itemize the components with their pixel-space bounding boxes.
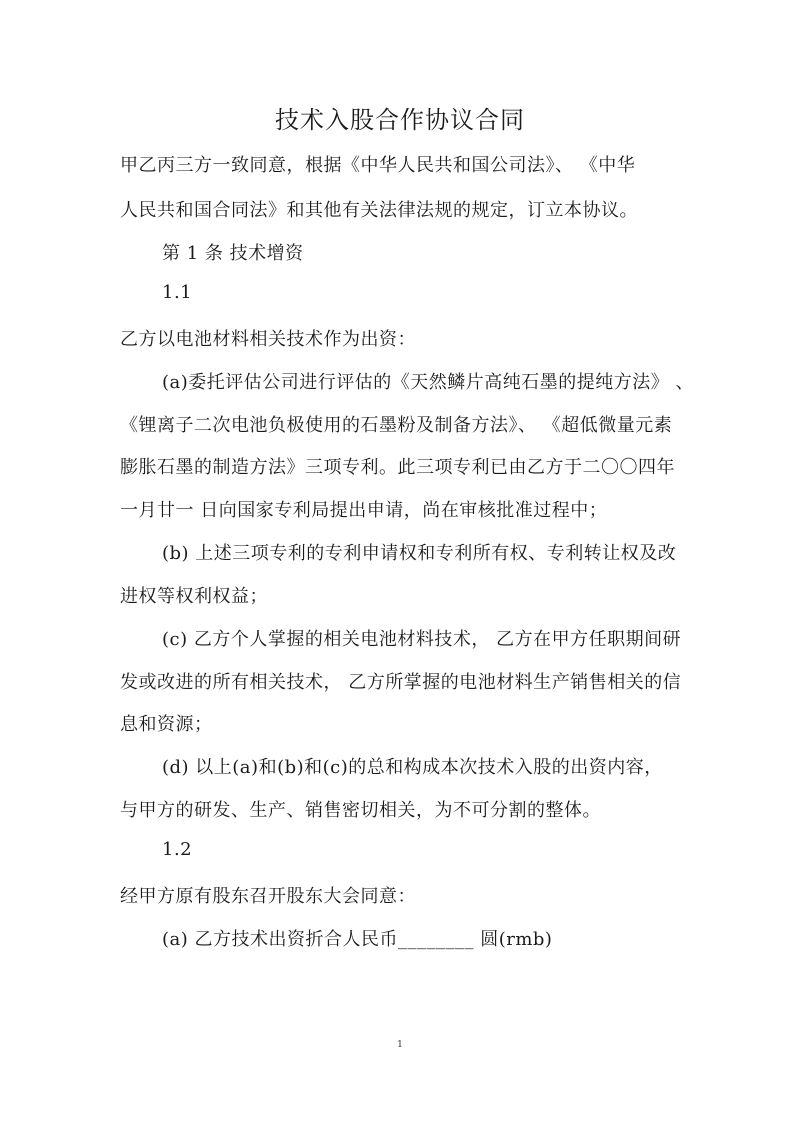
body-line: 与甲方的研发、生产、销售密切相关，为不可分割的整体。: [120, 800, 601, 821]
body-line: 经甲方原有股东召开股东大会同意：: [120, 886, 416, 907]
document-title: 技术入股合作协议合同: [275, 106, 525, 134]
article-heading: 第 1 条 技术增资: [162, 243, 304, 264]
body-line: 《锂离子二次电池负极使用的石墨粉及制备方法》、 《超低微量元素: [120, 415, 673, 436]
page-number: 1: [397, 1040, 403, 1050]
clause-c: (c) 乙方个人掌握的相关电池材料技术， 乙方在甲方任职期间研: [162, 629, 682, 650]
clause-b: (b) 上述三项专利的专利申请权和专利所有权、专利转让权及改: [162, 543, 677, 564]
section-number: 1.1: [162, 282, 193, 303]
body-line: 进权等权利权益；: [120, 586, 268, 607]
body-line: 发或改进的所有相关技术， 乙方所掌握的电池材料生产销售相关的信: [120, 672, 682, 693]
body-line: 息和资源；: [120, 714, 213, 735]
clause-a: (a) 乙方技术出资折合人民币________ 圆(rmb): [162, 929, 553, 950]
body-line: 膨胀石墨的制造方法》三项专利。此三项专利已由乙方于二〇〇四年: [120, 457, 675, 478]
clause-d: (d) 以上(a)和(b)和(c)的总和构成本次技术入股的出资内容，: [162, 757, 663, 778]
clause-a: (a)委托评估公司进行评估的《天然鳞片高纯石墨的提纯方法》 、: [162, 372, 694, 393]
body-line: 人民共和国合同法》和其他有关法律法规的规定，订立本协议。: [120, 200, 638, 221]
section-number: 1.2: [162, 839, 193, 860]
body-line: 甲乙丙三方一致同意，根据《中华人民共和国公司法》、 《中华: [120, 155, 636, 176]
body-line: 一月廿一 日向国家专利局提出申请，尚在审核批准过程中；: [120, 500, 608, 521]
body-line: 乙方以电池材料相关技术作为出资：: [120, 329, 416, 350]
